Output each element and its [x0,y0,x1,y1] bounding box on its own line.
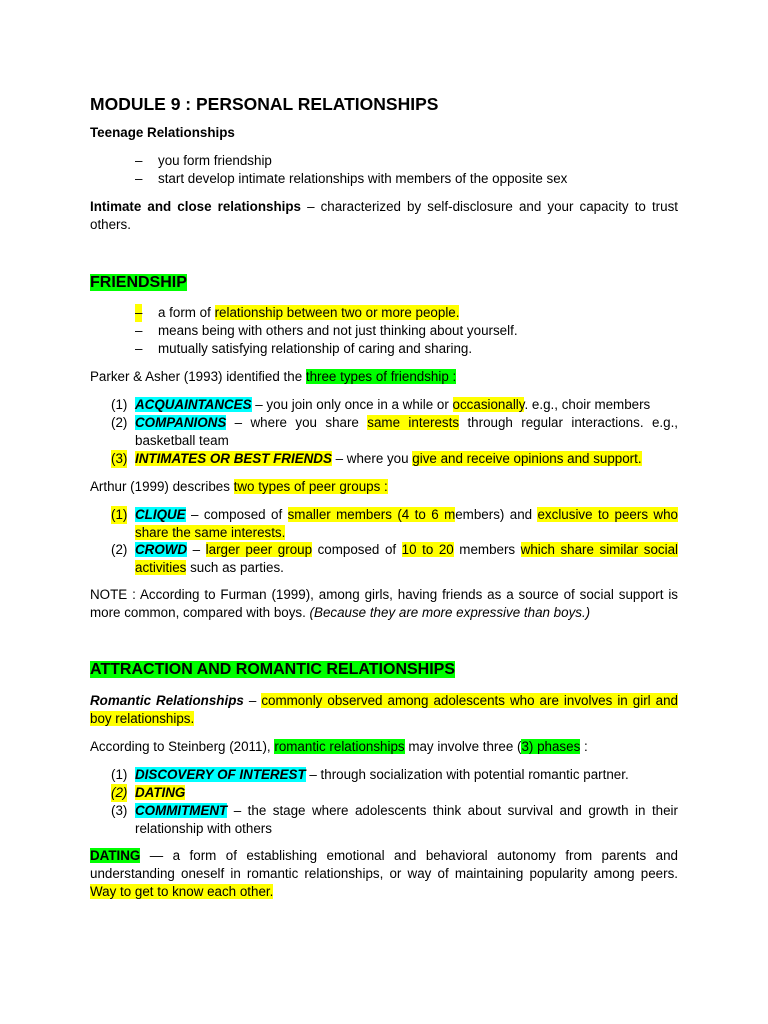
phase-dating [111,784,678,802]
teenage-relationships-heading: Teenage Relationships [90,125,235,140]
attraction-heading-row [90,660,678,680]
text-segment: Parker & Asher (1993) identified the [90,369,306,384]
dash-bullet: – [135,341,143,356]
item-number: (3) [111,451,128,466]
text-segment: may involve three ( [404,739,522,754]
list-item-text [158,304,459,322]
item-number: (3) [111,803,128,818]
text-segment: – the stage where adolescents think about survival and growth in their relationship with others [135,803,678,836]
highlight: larger peer group [205,542,313,557]
intimate-term: Intimate and close relationships [90,199,301,214]
text-segment: – you join only once in a while or [251,397,453,412]
friendship-heading-row [90,273,678,293]
dating-paragraph [90,847,678,901]
highlight: exclusive to peers who share the same interests. [135,507,678,540]
term: DISCOVERY OF INTEREST [135,767,306,782]
dash-bullet: – [135,153,143,168]
romantic-paragraph [90,692,678,728]
highlight: give and receive opinions and support. [412,451,642,466]
term: COMPANIONS [135,415,227,430]
text-segment: According to Steinberg (2011), [90,739,275,754]
highlight: commonly observed among adolescents who are involves in girl and boy relationships. [90,693,678,726]
text-segment: – composed of [185,507,288,522]
intimate-text: – characterized by self-disclosure and your capacity to trust others. [90,199,679,232]
arthur-paragraph [90,478,678,496]
item-number: (1) [111,397,128,412]
text-segment: . e.g., choir members [524,397,651,412]
text-segment: Arthur (1999) describes [90,479,234,494]
item-number: (2) [111,415,128,430]
peer-group-crowd [111,541,678,577]
module-title: MODULE 9 : PERSONAL RELATIONSHIPS [90,94,439,114]
highlight: occasionally [452,397,525,412]
phase-commitment [111,802,678,838]
text-segment: embers) and [455,507,538,522]
text-segment: — a form of establishing emotional and behavioral autonomy from parents and understanding oneself in romantic relationships, or way of maintaining popularity among peers. [90,848,678,881]
dash-bullet: – [135,323,143,338]
term: ACQUAINTANCES [135,397,252,412]
list-item-text: mutually satisfying relationship of caring and sharing. [158,341,473,356]
item-number: (1) [111,767,128,782]
highlight: relationship between two or more people. [214,305,460,320]
term: DATING [90,848,141,863]
term: INTIMATES OR BEST FRIENDS [135,451,332,466]
term: CROWD [135,542,188,557]
term: COMMITMENT [135,803,228,818]
steinberg-paragraph [90,738,678,756]
term: Romantic Relationships [90,693,244,708]
friendship-type-intimates [111,450,678,468]
phase-discovery [111,766,678,784]
list-item-text: means being with others and not just thinking about yourself. [158,323,518,338]
term: CLIQUE [135,507,186,522]
item-number: (2) [111,785,128,800]
intimate-paragraph [90,198,678,234]
text-segment: members [453,542,521,557]
text-segment: through regular interactions. e.g., basketball team [135,415,679,448]
peer-group-clique [111,506,678,542]
item-number: (2) [111,542,128,557]
friendship-type-acquaintances [111,396,678,414]
note-paragraph [90,586,678,622]
item-number: (1) [111,507,128,522]
highlight: 10 to 20 [401,542,454,557]
text-segment: : [580,739,588,754]
dash-bullet: – [135,171,143,186]
text-segment: composed of [312,542,402,557]
text-segment: – [243,693,262,708]
text-segment: a form of [158,305,215,320]
dash-bullet: – [135,305,143,320]
highlight: 3) phases [521,739,581,754]
parker-asher-paragraph [90,368,678,386]
friendship-type-companions [111,414,678,450]
highlight: two types of peer groups : [233,479,388,494]
highlight: smaller members (4 to 6 m [287,507,456,522]
attraction-heading: ATTRACTION AND ROMANTIC RELATIONSHIPS [90,661,456,678]
text-segment: – through socialization with potential romantic partner. [305,767,629,782]
highlight: romantic relationships [274,739,405,754]
term: DATING [135,785,186,800]
friendship-heading: FRIENDSHIP [90,274,187,291]
note-text: NOTE : According to Furman (1999), among girls, having friends as a source of social support is more common, compared with boys. [90,587,678,620]
note-italic: (Because they are more expressive than boys.) [309,605,591,620]
highlight: which share similar social activities [135,542,678,575]
list-item-text: start develop intimate relationships with members of the opposite sex [158,171,568,186]
highlight: Way to get to know each other. [90,884,274,899]
highlight: same interests [367,415,460,430]
text-segment: – where you share [226,415,368,430]
highlight: three types of friendship : [305,369,457,384]
text-segment: – [187,542,206,557]
list-item-text: you form friendship [158,153,272,168]
text-segment: such as parties. [186,560,284,575]
text-segment: – where you [331,451,413,466]
